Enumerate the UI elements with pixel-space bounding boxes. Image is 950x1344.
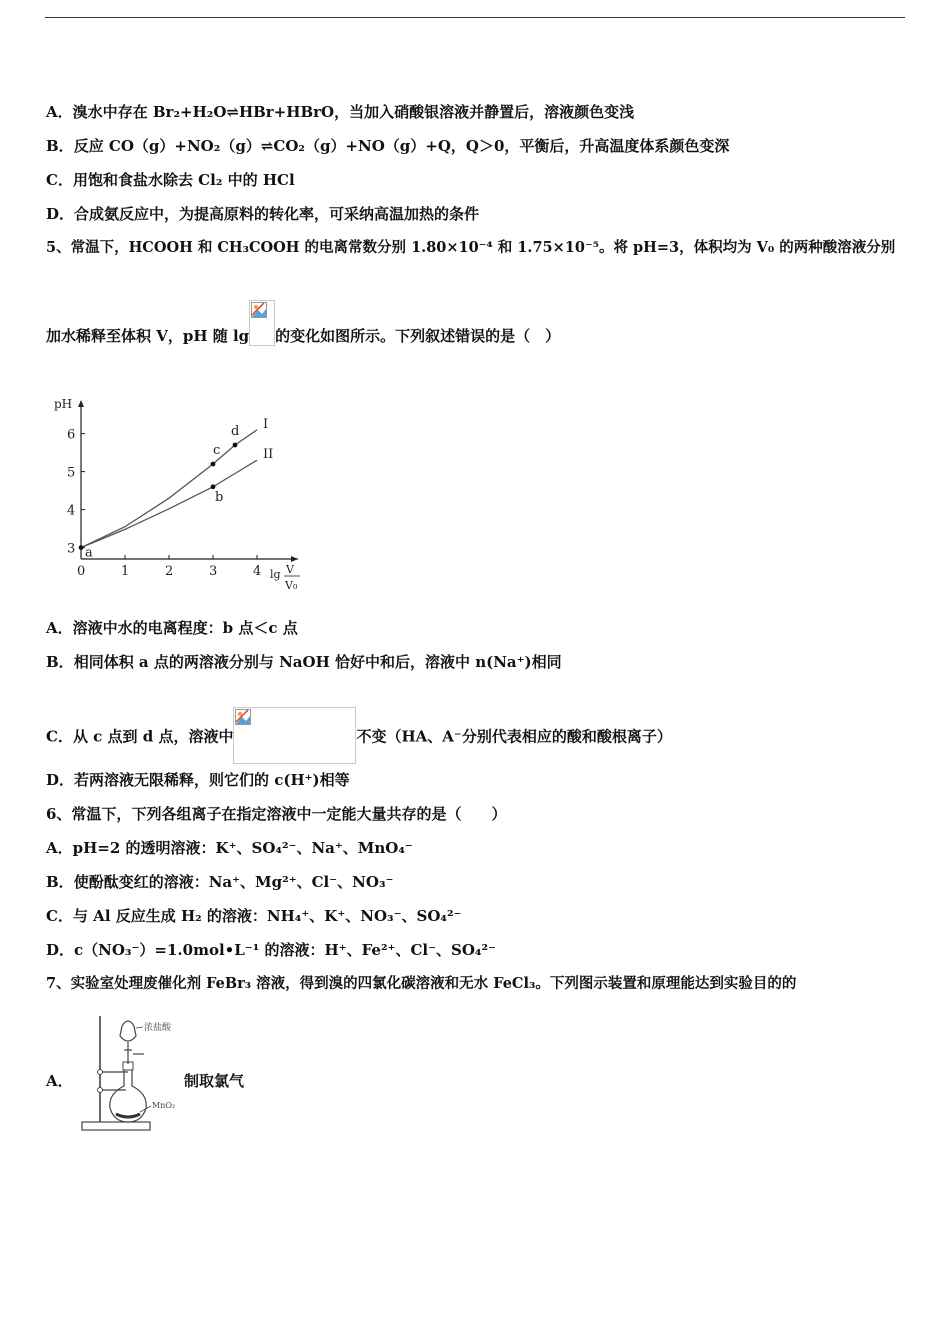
q5-option-b-label: B． bbox=[46, 653, 74, 671]
q5-option-c-text-a: 从 c 点到 d 点，溶液中 bbox=[72, 727, 234, 746]
label-leader bbox=[136, 1027, 143, 1028]
y-tick-label: 3 bbox=[67, 541, 76, 557]
ph-dilution-chart bbox=[48, 392, 308, 602]
data-point-a bbox=[79, 545, 84, 550]
series-line-I bbox=[81, 430, 257, 548]
point-label: d bbox=[231, 424, 240, 439]
q5-stem-line1: 5、常温下，HCOOH 和 CH₃COOH 的电离常数分别 1.80×10⁻⁴ 和 1.75×10⁻⁵。将 pH=3，体积均为 V₀ 的两种酸溶液分别 bbox=[46, 239, 896, 256]
series-label: II bbox=[263, 447, 274, 463]
broken-formula-image bbox=[233, 707, 356, 764]
q4-option-a-text: 溴水中存在 Br₂+H₂O⇌HBr+HBrO，当加入硝酸银溶液并静置后，溶液颜色变浅 bbox=[72, 103, 635, 121]
q6-option-d bbox=[46, 940, 496, 960]
label-mno2: MnO₂ bbox=[152, 1101, 176, 1110]
q5-option-c bbox=[46, 711, 672, 764]
q5-stem-part-b: 的变化如图所示。下列叙述错误的是（ ） bbox=[275, 327, 561, 345]
data-point-c bbox=[211, 462, 216, 467]
x-tick-label: 4 bbox=[253, 564, 262, 579]
q4-option-b-text: 反应 CO（g）+NO₂（g）⇌CO₂（g）+NO（g）+Q，Q＞0，平衡后，升高温度体系颜色变深 bbox=[73, 137, 730, 155]
q4-option-a-label: A． bbox=[46, 103, 73, 121]
q6-option-a-label: A． bbox=[46, 839, 73, 857]
q6-option-b-label: B． bbox=[46, 873, 74, 891]
q5-option-d-text: 若两溶液无限稀释，则它们的 c(H⁺)相等 bbox=[74, 771, 350, 789]
q6-option-a-text: pH=2 的透明溶液：K⁺、SO₄²⁻、Na⁺、MnO₄⁻ bbox=[72, 839, 413, 857]
top-rule bbox=[45, 17, 905, 18]
q5-option-a-label: A． bbox=[46, 619, 73, 637]
q5-option-c-text-b: 不变（HA、A⁻分别代表相应的酸和酸根离子） bbox=[356, 727, 672, 746]
broken-image-icon bbox=[251, 302, 267, 318]
q5-stem-part-a: 加水稀释至体积 V，pH 随 lg bbox=[46, 327, 250, 345]
q5-option-a bbox=[46, 618, 298, 638]
y-axis-title: pH bbox=[54, 397, 73, 411]
q6-option-b-text: 使酚酞变红的溶液：Na⁺、Mg²⁺、Cl⁻、NO₃⁻ bbox=[73, 873, 394, 891]
q5-option-b bbox=[46, 652, 562, 672]
q6-option-d-label: D． bbox=[46, 941, 75, 959]
clamp-knob bbox=[98, 1088, 103, 1093]
q4-option-a bbox=[46, 102, 634, 122]
q6-option-c-label: C． bbox=[46, 907, 73, 925]
q6-option-b bbox=[46, 872, 393, 892]
q6-option-a bbox=[46, 838, 413, 858]
broken-image-icon bbox=[235, 709, 251, 725]
q6-option-c-text: 与 Al 反应生成 H₂ 的溶液：NH₄⁺、K⁺、NO₃⁻、SO₄²⁻ bbox=[72, 907, 462, 925]
x-tick-label: 2 bbox=[165, 564, 174, 579]
y-tick-label: 4 bbox=[67, 503, 76, 519]
x-axis-title-denominator: V₀ bbox=[285, 579, 298, 592]
x-tick-label: 3 bbox=[209, 564, 218, 579]
q5-option-b-text: 相同体积 a 点的两溶液分别与 NaOH 恰好中和后，溶液中 n(Na⁺)相同 bbox=[73, 653, 562, 671]
q4-option-d-text: 合成氨反应中，为提高原料的转化率，可采纳高温加热的条件 bbox=[74, 205, 480, 223]
q5-option-a-text: 溶液中水的电离程度：b 点＜c 点 bbox=[72, 619, 298, 637]
x-tick-label: 0 bbox=[77, 564, 86, 579]
q4-option-c bbox=[46, 170, 295, 190]
dropping-funnel bbox=[120, 1021, 136, 1041]
q6-option-d-text: c（NO₃⁻）=1.0mol•L⁻¹ 的溶液：H⁺、Fe²⁺、Cl⁻、SO₄²⁻ bbox=[74, 941, 496, 959]
chlorine-apparatus-diagram bbox=[78, 1012, 184, 1134]
stand-base bbox=[82, 1122, 150, 1130]
q5-stem-line2 bbox=[46, 326, 560, 346]
q4-option-c-label: C． bbox=[46, 171, 73, 189]
q5-option-d-label: D． bbox=[46, 771, 75, 789]
data-point-d bbox=[233, 443, 238, 448]
x-tick-label: 1 bbox=[121, 564, 130, 579]
point-label: c bbox=[213, 443, 221, 458]
q4-option-b-label: B． bbox=[46, 137, 74, 155]
broken-formula-image bbox=[249, 300, 275, 346]
q4-option-c-text: 用饱和食盐水除去 Cl₂ 中的 HCl bbox=[72, 171, 295, 189]
q4-option-d bbox=[46, 204, 479, 224]
label-conc-hcl: 浓盐酸 bbox=[144, 1023, 172, 1033]
point-label: b bbox=[215, 489, 224, 505]
x-axis-arrow bbox=[291, 556, 298, 562]
q7-option-a-label: A． bbox=[46, 1072, 73, 1090]
q6-option-c bbox=[46, 906, 461, 926]
y-tick-label: 5 bbox=[67, 465, 76, 481]
q7-stem: 7、实验室处理废催化剂 FeBr₃ 溶液，得到溴的四氯化碳溶液和无水 FeCl₃。下列图示装置和原理能达到实验目的的 bbox=[46, 975, 797, 992]
q5-option-c-label: C． bbox=[46, 727, 73, 746]
y-tick-label: 6 bbox=[67, 427, 76, 443]
clamp-knob bbox=[98, 1070, 103, 1075]
x-axis-title: lg bbox=[270, 568, 281, 581]
q7-option-a-caption: 制取氯气 bbox=[184, 1072, 245, 1090]
q4-option-d-label: D． bbox=[46, 205, 75, 223]
q4-option-b bbox=[46, 136, 729, 156]
series-label: I bbox=[263, 416, 269, 432]
round-bottom-flask bbox=[110, 1070, 146, 1122]
data-point-b bbox=[211, 484, 216, 489]
x-axis-title-numerator: V bbox=[286, 563, 294, 576]
q6-stem: 6、常温下，下列各组离子在指定溶液中一定能大量共存的是（ ） bbox=[46, 805, 507, 823]
q5-option-d bbox=[46, 770, 350, 790]
point-label: a bbox=[85, 545, 93, 561]
y-axis-arrow bbox=[78, 400, 84, 407]
mno2-solid bbox=[116, 1114, 140, 1117]
